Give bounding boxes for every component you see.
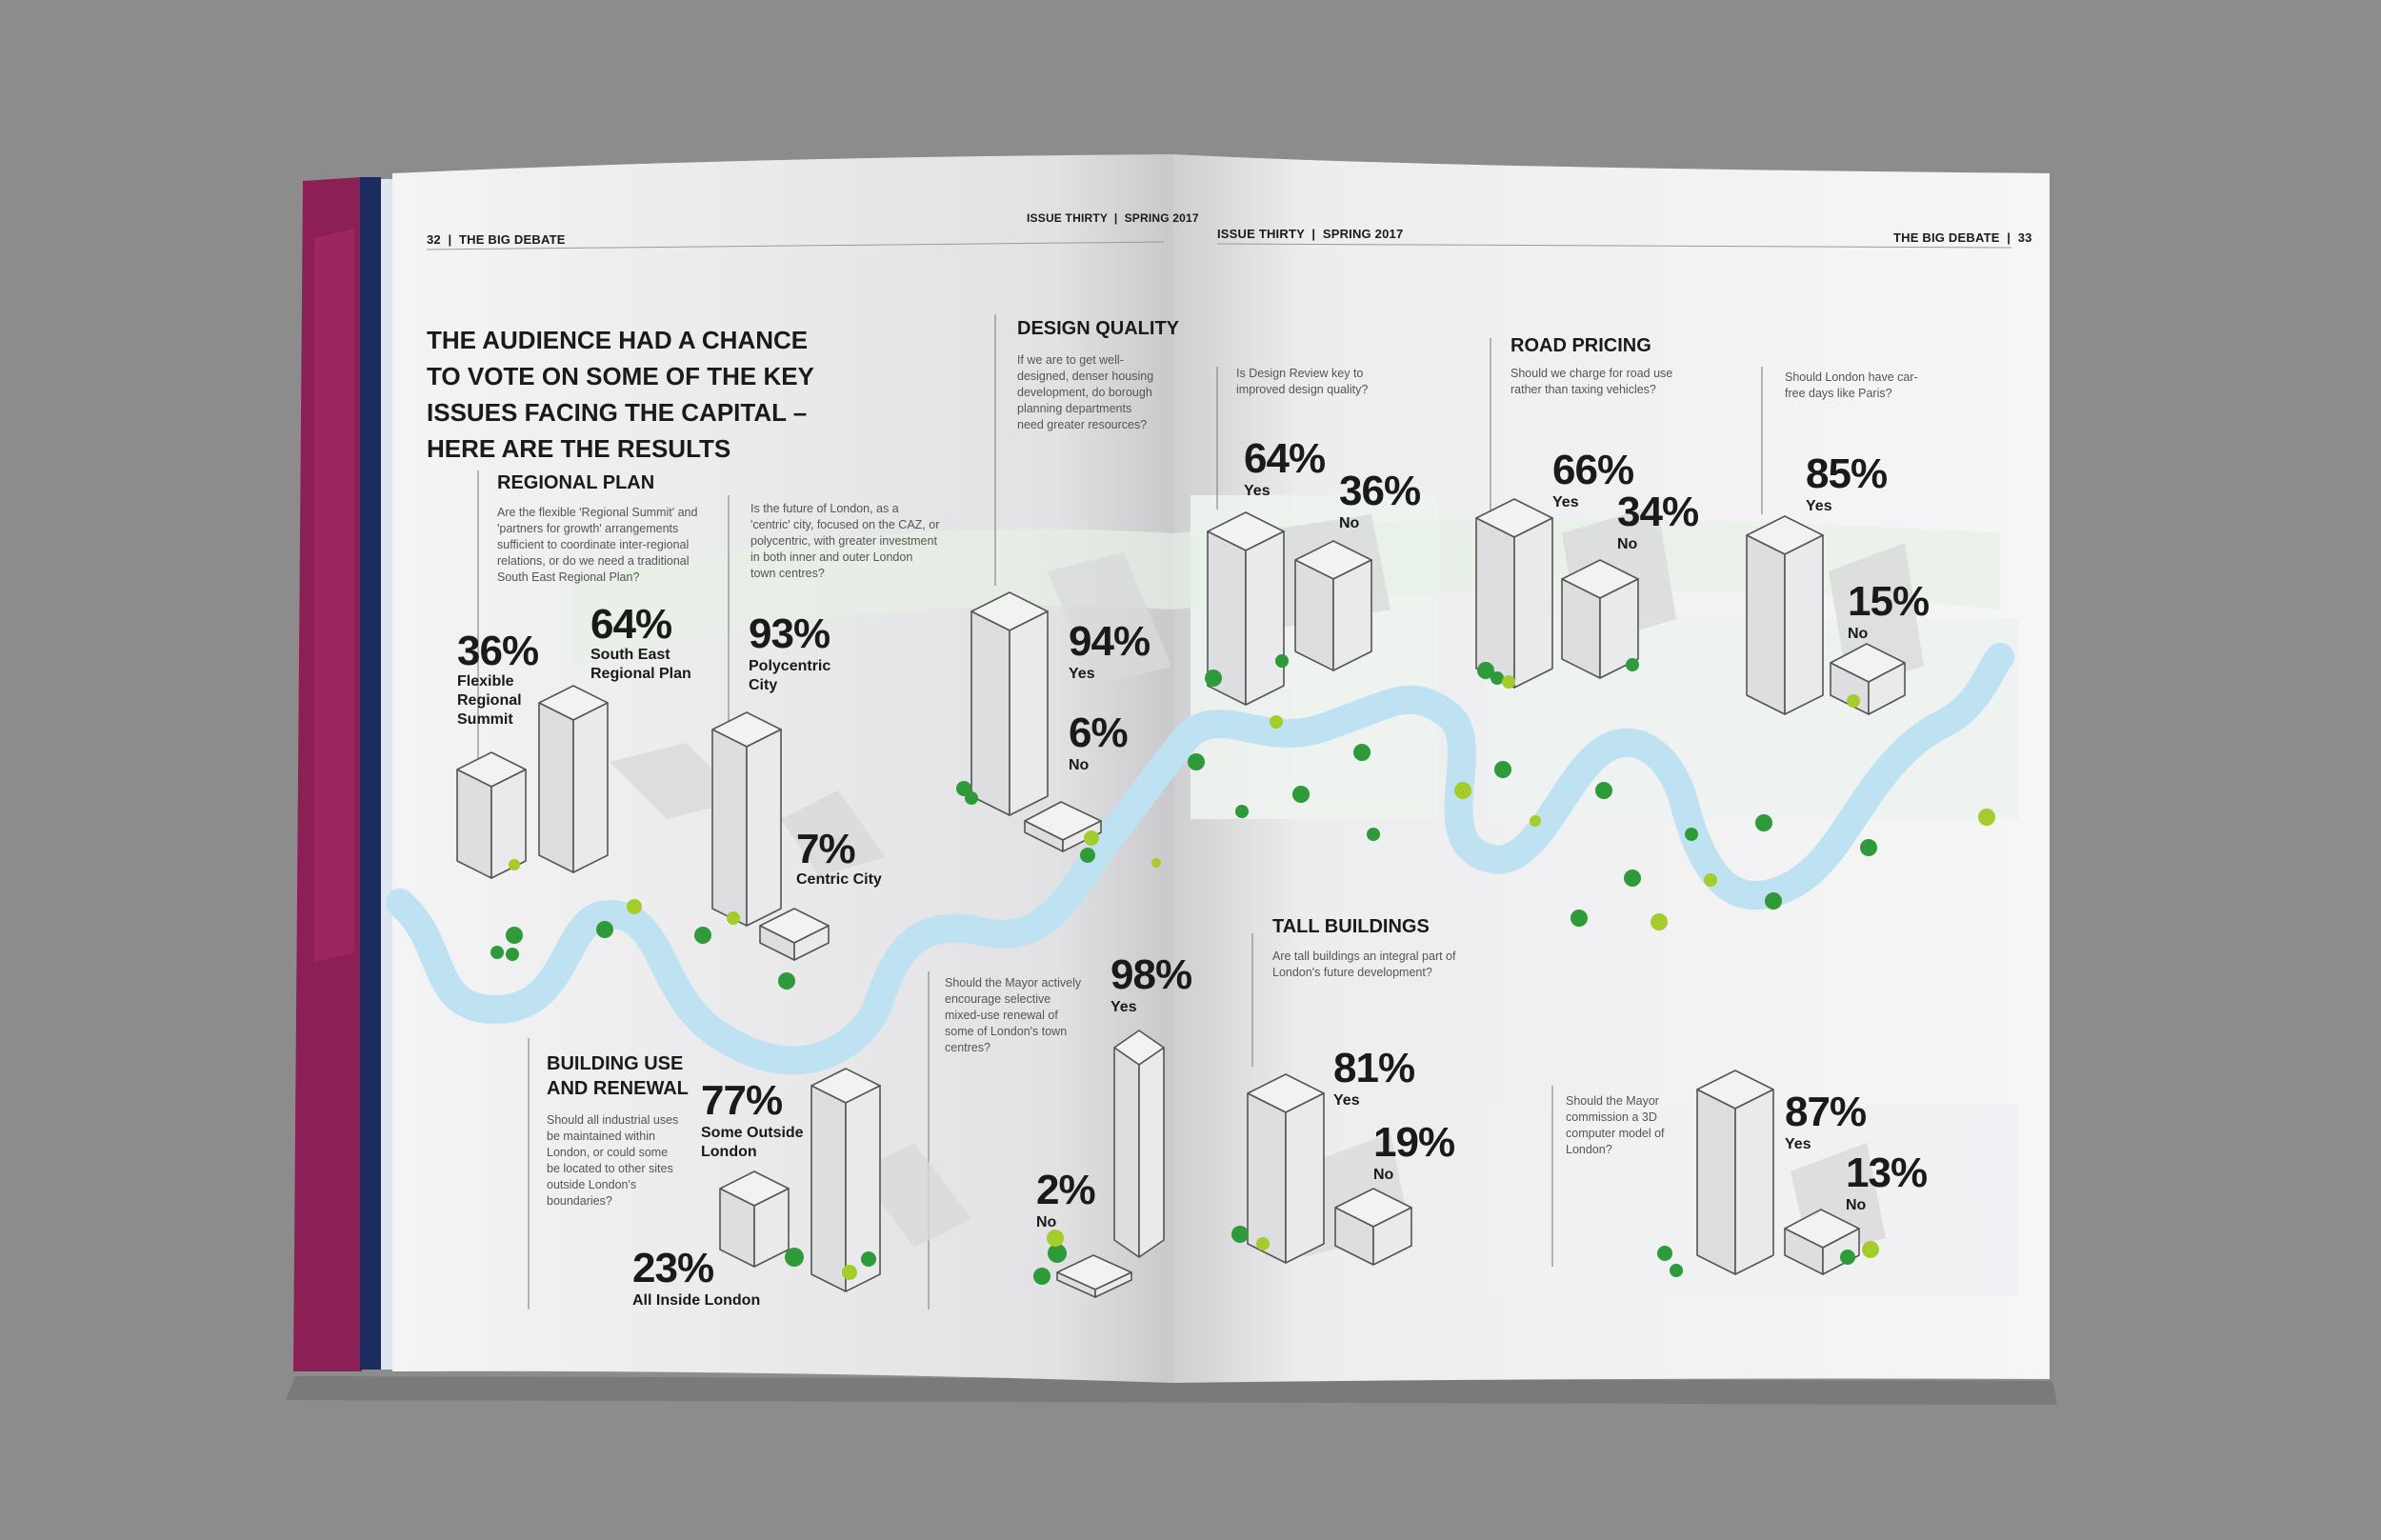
model-question: Should the Mayor commission a 3D computer model of London? (1566, 1094, 1665, 1156)
centric-label: Centric City (796, 871, 882, 888)
regional-plan-title: REGIONAL PLAN (497, 472, 655, 493)
building-mixed-yes (1114, 1030, 1164, 1257)
right-issue-label: ISSUE THIRTY (1217, 227, 1305, 241)
carfree-yes-label: Yes (1806, 498, 1832, 514)
model-no-percent: 13% (1846, 1150, 1928, 1196)
building-design-yes (971, 592, 1048, 815)
carfree-yes-percent: 85% (1806, 450, 1888, 497)
mixed-yes-label: Yes (1110, 999, 1137, 1015)
building-carfree-no (1831, 644, 1905, 714)
inside-london-label: All Inside London (632, 1292, 761, 1309)
carfree-no-percent: 15% (1848, 578, 1930, 625)
review-no-label: No (1339, 515, 1360, 531)
road-pricing-title: ROAD PRICING (1511, 335, 1651, 356)
model-no-label: No (1846, 1197, 1867, 1213)
building-review-no (1295, 541, 1371, 670)
building-carfree-yes (1747, 516, 1823, 714)
building-mixed-no (1057, 1255, 1131, 1297)
regional-plan-percent: 64% (590, 601, 672, 648)
design-no-label: No (1069, 757, 1090, 773)
road-yes-percent: 66% (1552, 447, 1634, 493)
regional-plan-label: South East Regional Plan (590, 647, 691, 682)
design-quality-title: DESIGN QUALITY (1017, 318, 1180, 339)
road-pricing-question: Should we charge for road use rather than taxing vehicles? (1511, 367, 1673, 396)
polycentric-percent: 93% (749, 610, 830, 657)
tall-no-label: No (1373, 1167, 1394, 1183)
left-season-label: SPRING 2017 (1124, 211, 1199, 225)
building-tall-yes (1248, 1074, 1324, 1263)
road-no-percent: 34% (1617, 489, 1699, 535)
building-tall-no (1335, 1189, 1411, 1265)
design-review-question: Is Design Review key to improved design quality? (1236, 367, 1369, 396)
building-centric (760, 909, 829, 960)
design-quality-question: If we are to get well-designed, denser housing development, do borough planning departments need greater resources? (1017, 353, 1154, 431)
car-free-question: Should London have car-free days like Paris? (1785, 370, 1918, 400)
centric-percent: 7% (796, 826, 855, 872)
left-section-name: THE BIG DEBATE (458, 232, 566, 247)
right-issue-head: ISSUE THIRTY | SPRING 2017 (1217, 227, 1404, 241)
model-yes-percent: 87% (1785, 1089, 1867, 1135)
review-yes-percent: 64% (1244, 435, 1326, 482)
mixed-use-question: Should the Mayor actively encourage selective mixed-use renewal of some of London's town centres? (945, 976, 1082, 1054)
building-road-no (1562, 560, 1638, 678)
building-use-title: BUILDING USE AND RENEWAL (547, 1053, 689, 1099)
building-regional-plan (539, 686, 608, 872)
tall-no-percent: 19% (1373, 1119, 1455, 1166)
outside-london-percent: 77% (701, 1077, 783, 1124)
tall-buildings-title: TALL BUILDINGS (1272, 916, 1430, 937)
regional-plan-question: Are the flexible 'Regional Summit' and 'partners for growth' arrangements sufficient to coordinate inter-regional relations, or do we need a traditional South East Regional Plan? (497, 506, 698, 584)
road-no-label: No (1617, 536, 1638, 552)
page-headline: THE AUDIENCE HAD A CHANCE TO VOTE ON SOME OF THE KEY ISSUES FACING THE CAPITAL – HERE ARE THE RESULTS (427, 326, 814, 463)
regional-flexible-percent: 36% (457, 628, 539, 674)
right-section-name: THE BIG DEBATE (1893, 230, 2000, 245)
polycentric-label: Polycentric City (749, 658, 831, 693)
building-model-yes (1697, 1070, 1773, 1274)
polycentric-question: Is the future of London, as a 'centric' city, focused on the CAZ, or polycentric, with greater investment in both inner and outer London town centres? (750, 502, 940, 580)
left-page-number: 32 (427, 232, 441, 247)
left-issue-label: ISSUE THIRTY (1027, 211, 1108, 225)
left-issue-head: ISSUE THIRTY | SPRING 2017 (1027, 211, 1199, 225)
review-yes-label: Yes (1244, 483, 1271, 499)
model-yes-label: Yes (1785, 1136, 1811, 1152)
building-inside-london (720, 1171, 789, 1267)
mixed-no-percent: 2% (1036, 1167, 1095, 1213)
regional-flexible-label: Flexible Regional Summit (457, 673, 522, 728)
tall-yes-percent: 81% (1333, 1045, 1415, 1091)
right-page-number: 33 (2017, 230, 2032, 245)
design-no-percent: 6% (1069, 710, 1128, 756)
design-yes-percent: 94% (1069, 618, 1150, 665)
building-polycentric (712, 712, 781, 926)
carfree-no-label: No (1848, 626, 1869, 642)
left-running-head: 32 | THE BIG DEBATE (427, 232, 566, 247)
design-yes-label: Yes (1069, 666, 1095, 682)
inside-london-percent: 23% (632, 1245, 714, 1291)
building-use-question: Should all industrial uses be maintained within London, or could some be located to other sites outside London's boundaries? (547, 1113, 679, 1208)
review-no-percent: 36% (1339, 468, 1421, 514)
building-road-yes (1476, 499, 1552, 688)
mixed-yes-percent: 98% (1110, 951, 1192, 998)
road-yes-label: Yes (1552, 494, 1579, 510)
outside-london-label: Some Outside London (701, 1125, 804, 1160)
right-running-head: THE BIG DEBATE | 33 (1893, 230, 2032, 245)
tall-buildings-question: Are tall buildings an integral part of London's future development? (1272, 950, 1456, 979)
mixed-no-label: No (1036, 1214, 1057, 1230)
right-season-label: SPRING 2017 (1322, 227, 1404, 241)
tall-yes-label: Yes (1333, 1092, 1360, 1109)
